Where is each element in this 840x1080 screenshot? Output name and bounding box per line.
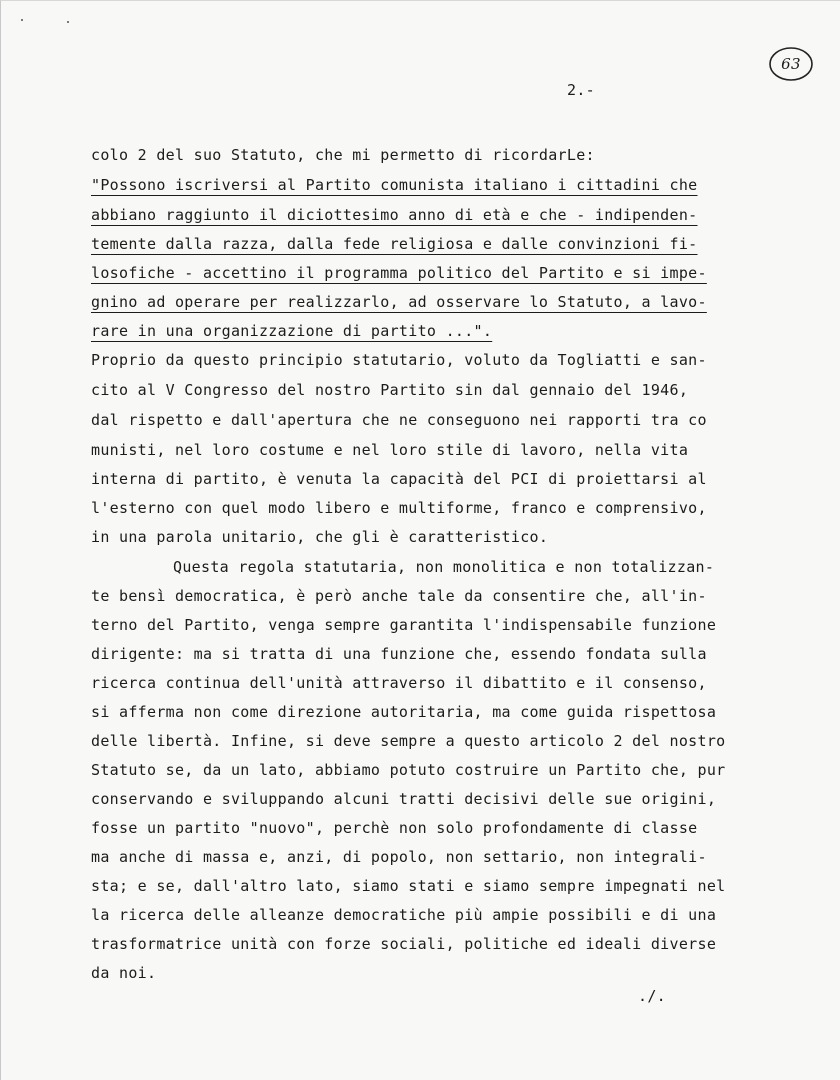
- text-line: cito al V Congresso del nostro Partito sin dal gennaio del 1946,: [91, 381, 689, 399]
- text-line: Proprio da questo principio statutario, voluto da Togliatti e san-: [91, 351, 707, 369]
- archive-number: 63: [781, 55, 801, 73]
- text-line: trasformatrice unità con forze sociali, politiche ed ideali diverse: [91, 935, 717, 953]
- text-line: Statuto se, da un lato, abbiamo potuto costruire un Partito che, pur: [91, 761, 726, 779]
- quoted-text-line: rare in una organizzazione di partito ...".: [91, 322, 493, 340]
- page-number: 2.-: [567, 81, 595, 99]
- text-line: te bensì democratica, è però anche tale da consentire che, all'in-: [91, 587, 707, 605]
- text-line: dirigente: ma si tratta di una funzione che, essendo fondata sulla: [91, 645, 707, 663]
- text-line: la ricerca delle alleanze democratiche più ampie possibili e di una: [91, 906, 717, 924]
- text-line: delle libertà. Infine, si deve sempre a questo articolo 2 del nostro: [91, 732, 726, 750]
- scan-speck: [67, 21, 69, 23]
- text-line: ma anche di massa e, anzi, di popolo, non settario, non integrali-: [91, 848, 707, 866]
- text-line: munisti, nel loro costume e nel loro stile di lavoro, nella vita: [91, 441, 689, 459]
- paragraph-first-line: Questa regola statutaria, non monolitica e non totalizzan-: [173, 558, 715, 576]
- text-line: fosse un partito "nuovo", perchè non solo profondamente di classe: [91, 819, 698, 837]
- quoted-text-line: "Possono iscriversi al Partito comunista italiano i cittadini che: [91, 176, 698, 194]
- text-line: dal rispetto e dall'apertura che ne conseguono nei rapporti tra co: [91, 411, 707, 429]
- text-line: in una parola unitario, che gli è caratteristico.: [91, 528, 549, 546]
- archive-number-stamp: [768, 45, 814, 83]
- text-line: sta; e se, dall'altro lato, siamo stati e siamo sempre impegnati nel: [91, 877, 726, 895]
- text-line: conservando e sviluppando alcuni tratti decisivi delle sue origini,: [91, 790, 717, 808]
- quoted-text-line: abbiano raggiunto il diciottesimo anno di età e che - indipenden-: [91, 206, 698, 224]
- text-line: ricerca continua dell'unità attraverso il dibattito e il consenso,: [91, 674, 707, 692]
- text-line: terno del Partito, venga sempre garantita l'indispensabile funzione: [91, 616, 717, 634]
- text-line: da noi.: [91, 964, 157, 982]
- scan-speck: [21, 19, 23, 21]
- text-line: interna di partito, è venuta la capacità del PCI di proiettarsi al: [91, 470, 707, 488]
- quoted-text-line: temente dalla razza, dalla fede religiosa e dalle convinzioni fi-: [91, 235, 698, 253]
- text-line: si afferma non come direzione autoritaria, ma come guida rispettosa: [91, 703, 717, 721]
- continuation-mark: ./.: [638, 987, 666, 1005]
- quoted-text-line: gnino ad operare per realizzarlo, ad osservare lo Statuto, a lavo-: [91, 293, 707, 311]
- text-line: l'esterno con quel modo libero e multiforme, franco e comprensivo,: [91, 499, 707, 517]
- quoted-text-line: losofiche - accettino il programma politico del Partito e si impe-: [91, 264, 707, 282]
- text-line: colo 2 del suo Statuto, che mi permetto di ricordarLe:: [91, 146, 595, 164]
